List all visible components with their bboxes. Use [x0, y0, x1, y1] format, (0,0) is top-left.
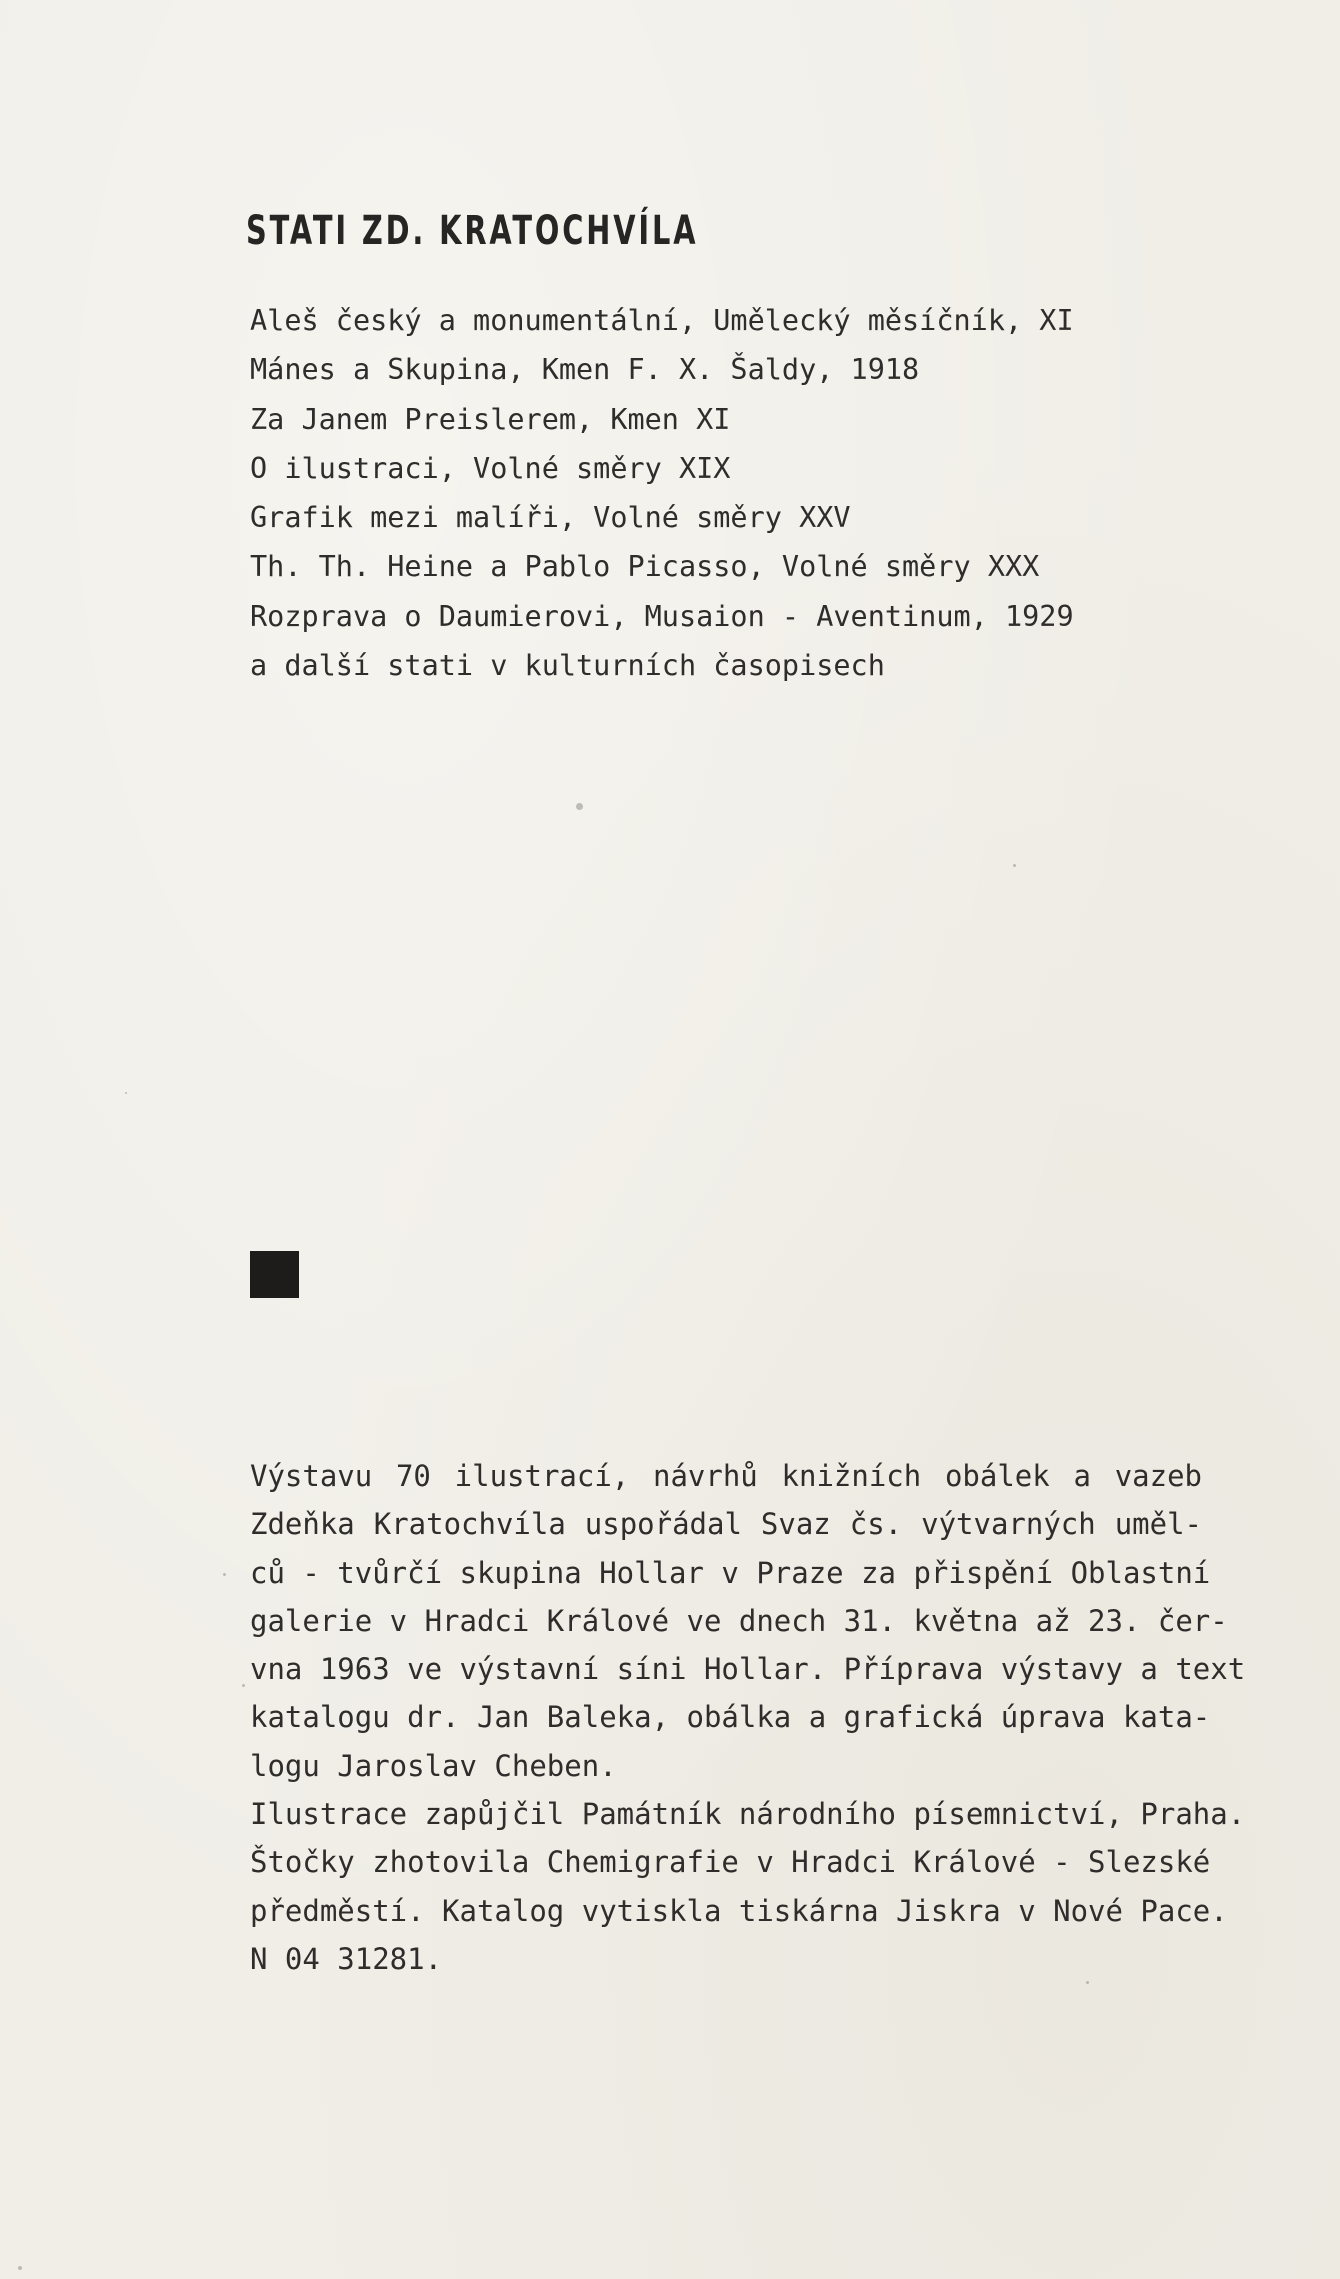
paper-speck	[125, 1092, 127, 1094]
article-list	[250, 296, 1074, 690]
article-item: Th. Th. Heine a Pablo Picasso, Volné směry XXX	[250, 550, 1040, 584]
colophon-line: Ilustrace zapůjčil Památník národního písemnictví, Praha.	[250, 1797, 1246, 1832]
colophon-line: N 04 31281.	[250, 1941, 443, 1976]
colophon-line: ců - tvůrčí skupina Hollar v Praze za přispění Oblastní	[250, 1555, 1211, 1590]
black-square-ornament	[250, 1251, 299, 1298]
colophon-line: logu Jaroslav Cheben.	[250, 1748, 617, 1783]
colophon-line: předměstí. Katalog vytiskla tiskárna Jiskra v Nové Pace.	[250, 1893, 1228, 1928]
paper-speck	[1013, 864, 1016, 867]
article-item: Mánes a Skupina, Kmen F. X. Šaldy, 1918	[250, 353, 920, 387]
colophon-line: galerie v Hradci Králové ve dnech 31. května až 23. čer-	[250, 1603, 1228, 1638]
article-item: Aleš český a monumentální, Umělecký měsíčník, XI	[250, 304, 1074, 337]
section-heading: STATI ZD. KRATOCHVÍLA	[246, 208, 699, 254]
colophon-line: Zdeňka Kratochvíla uspořádal Svaz čs. výtvarných uměl-	[250, 1507, 1202, 1542]
colophon-line: Výstavu 70 ilustrací, návrhů knižních obálek a vazeb	[250, 1459, 1202, 1493]
article-item: a další stati v kulturních časopisech	[250, 649, 885, 683]
paper-speck	[576, 803, 583, 810]
article-item: Za Janem Preislerem, Kmen XI	[250, 402, 731, 436]
article-item: Grafik mezi malíři, Volné směry XXV	[250, 501, 851, 535]
paper-speck	[1086, 1981, 1089, 1984]
paper-speck	[223, 1573, 226, 1576]
paper-speck	[18, 2266, 22, 2270]
colophon-line: vna 1963 ve výstavní síni Hollar. Příprava výstavy a text	[250, 1652, 1246, 1687]
colophon-line: katalogu dr. Jan Baleka, obálka a grafická úprava kata-	[250, 1700, 1211, 1735]
article-item: Rozprava o Daumierovi, Musaion - Aventinum, 1929	[250, 599, 1074, 633]
paper-speck	[242, 1684, 245, 1687]
colophon-line: Štočky zhotovila Chemigrafie v Hradci Králové - Slezské	[250, 1845, 1211, 1880]
article-item: O ilustraci, Volné směry XIX	[250, 451, 731, 485]
colophon	[250, 1452, 1246, 1983]
